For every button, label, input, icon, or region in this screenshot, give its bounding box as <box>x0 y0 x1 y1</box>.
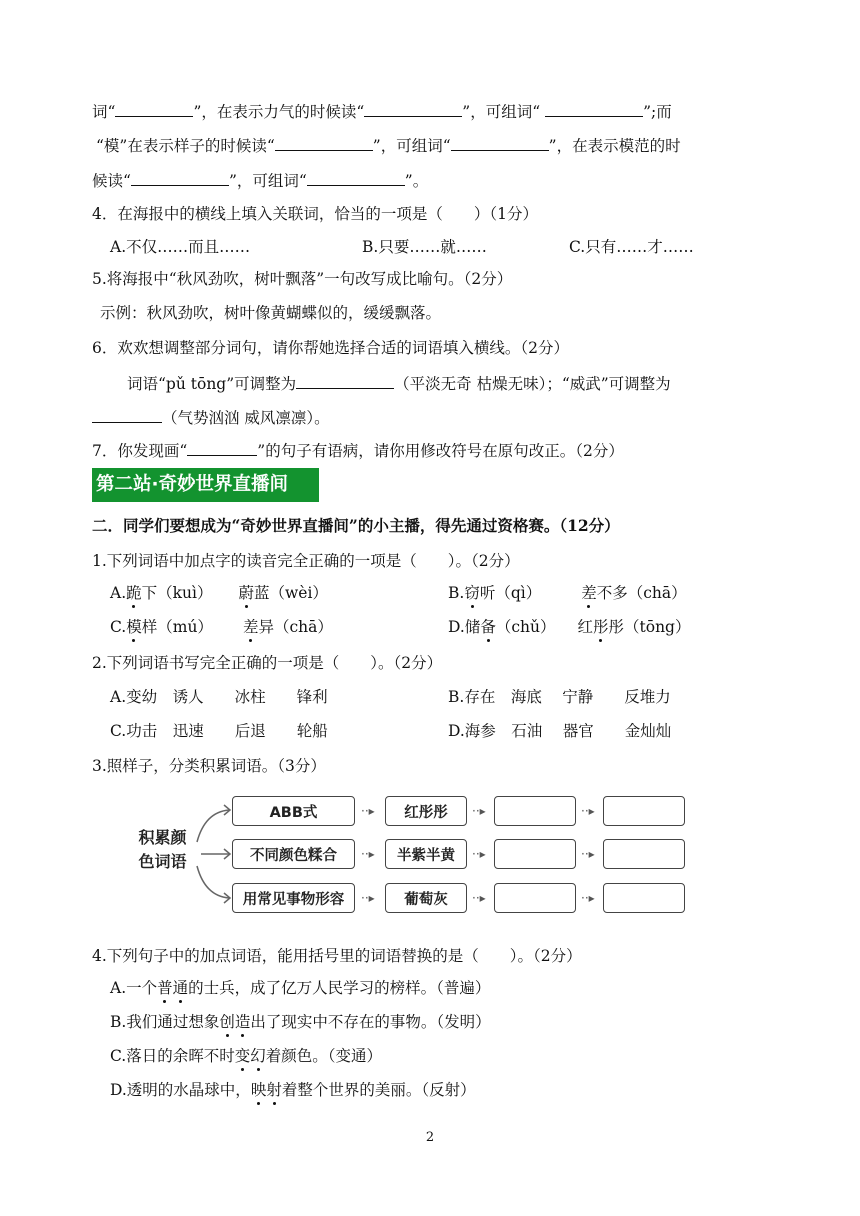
color-words-diagram <box>125 790 690 920</box>
q7-stem: 7．你发现画“ ”的句子有语病，请你用修改符号在原句改正。（2分） <box>92 439 624 462</box>
arrow-icon: ··▸ <box>472 804 486 818</box>
s4-stem: 4.下列句子中的加点词语，能用括号里的词语替换的是（ ）。（2分） <box>92 947 582 965</box>
answer-box[interactable] <box>494 883 576 913</box>
q3-line-3: 候读“ ”，可组词“ ”。 <box>92 169 428 192</box>
s4-option-a[interactable]: A.一个普通的士兵，成了亿万人民学习的榜样。（普遍） <box>110 979 491 997</box>
left-label-line-1: 积累颜 <box>138 828 187 847</box>
s4-option-b[interactable]: B.我们通过想象创造出了现实中不存在的事物。（发明） <box>110 1013 491 1031</box>
example-box-abb: 红彤彤 <box>385 796 467 826</box>
answer-blank[interactable] <box>92 406 162 423</box>
answer-blank[interactable] <box>451 134 549 151</box>
s2-option-a[interactable]: A.变幼 诱人 冰柱 锋利 <box>110 688 328 706</box>
section-heading: 二．同学们要想成为“奇妙世界直播间”的小主播，得先通过资格赛。（12分） <box>92 516 620 535</box>
q5-stem: 5.将海报中“秋风劲吹，树叶飘落”一句改写成比喻句。（2分） <box>92 270 513 288</box>
category-box-things: 用常见事物形容 <box>232 883 355 913</box>
answer-box[interactable] <box>603 883 685 913</box>
q4-option-a[interactable]: A.不仅……而且…… <box>110 238 251 256</box>
arrow-icon: ··▸ <box>581 804 595 818</box>
arrow-icon: ··▸ <box>472 891 486 905</box>
answer-blank[interactable] <box>545 100 643 117</box>
diagram-left-label <box>125 826 200 886</box>
q4-stem: 4．在海报中的横线上填入关联词，恰当的一项是（ ）（1分） <box>92 205 538 223</box>
s4-option-d[interactable]: D.透明的水晶球中，映射着整个世界的美丽。（反射） <box>110 1081 476 1099</box>
arrow-icon: ··▸ <box>472 847 486 861</box>
answer-box[interactable] <box>603 796 685 826</box>
s2-option-d[interactable]: D.海参 石油 器官 金灿灿 <box>448 722 672 740</box>
s1-stem: 1.下列词语中加点字的读音完全正确的一项是（ ）。（2分） <box>92 552 520 570</box>
q6-stem: 6．欢欢想调整部分词句，请你帮她选择合适的词语填入横线。（2分） <box>92 339 569 357</box>
q3-line-2: “模”在表示样子的时候读“ ”，可组词“ ”，在表示模范的时 <box>96 134 681 157</box>
s1-option-d[interactable]: D.储备（chǔ） 红彤彤（tōng） <box>448 618 691 636</box>
s1-option-c[interactable]: C.模样（mú） 差异（chā） <box>110 618 333 636</box>
example-box-mixed: 半紫半黄 <box>385 839 467 869</box>
s4-option-c[interactable]: C.落日的余晖不时变幻着颜色。（变通） <box>110 1047 383 1065</box>
q5-example: 示例：秋风劲吹，树叶像黄蝴蝶似的，缓缓飘落。 <box>100 304 442 322</box>
section-banner: 第二站·奇妙世界直播间 <box>92 468 319 502</box>
answer-blank[interactable] <box>115 100 193 117</box>
q6-line-2: （气势汹汹 威风凛凛）。 <box>92 406 330 429</box>
answer-blank[interactable] <box>187 439 257 456</box>
arrow-icon: ··▸ <box>361 804 375 818</box>
s3-stem: 3.照样子，分类积累词语。（3分） <box>92 757 326 775</box>
answer-blank[interactable] <box>131 169 229 186</box>
answer-box[interactable] <box>494 839 576 869</box>
q4-option-c[interactable]: C.只有……才…… <box>569 238 694 256</box>
s1-option-a[interactable]: A.跪下（kuì） 蔚蓝（wèi） <box>110 584 328 602</box>
answer-box[interactable] <box>603 839 685 869</box>
q3-line-1: 词“ ”，在表示力气的时候读“ ”，可组词“ ”;而 <box>92 100 672 123</box>
category-box-abb: ABB式 <box>232 796 355 826</box>
arrow-icon: ··▸ <box>581 847 595 861</box>
arrow-icon: ··▸ <box>361 847 375 861</box>
q6-line-1: 词语“pǔ tōng”可调整为 （平淡无奇 枯燥无味）；“威武”可调整为 <box>127 372 671 395</box>
answer-blank[interactable] <box>275 134 373 151</box>
s2-option-b[interactable]: B.存在 海底 宁静 反堆力 <box>448 688 671 706</box>
arrow-icon: ··▸ <box>361 891 375 905</box>
answer-blank[interactable] <box>364 100 462 117</box>
answer-box[interactable] <box>494 796 576 826</box>
left-label-line-2: 色词语 <box>138 852 187 871</box>
s2-stem: 2.下列词语书写完全正确的一项是（ ）。（2分） <box>92 654 443 672</box>
page-number: 2 <box>425 1130 435 1145</box>
q4-option-b[interactable]: B.只要……就…… <box>362 238 487 256</box>
example-box-things: 葡萄灰 <box>385 883 467 913</box>
category-box-mixed: 不同颜色糅合 <box>232 839 355 869</box>
arrow-icon: ··▸ <box>581 891 595 905</box>
s2-option-c[interactable]: C.功击 迅速 后退 轮船 <box>110 722 328 740</box>
s1-option-b[interactable]: B.窃听（qì） 差不多（chā） <box>448 584 687 602</box>
answer-blank[interactable] <box>307 169 405 186</box>
answer-blank[interactable] <box>296 372 394 389</box>
